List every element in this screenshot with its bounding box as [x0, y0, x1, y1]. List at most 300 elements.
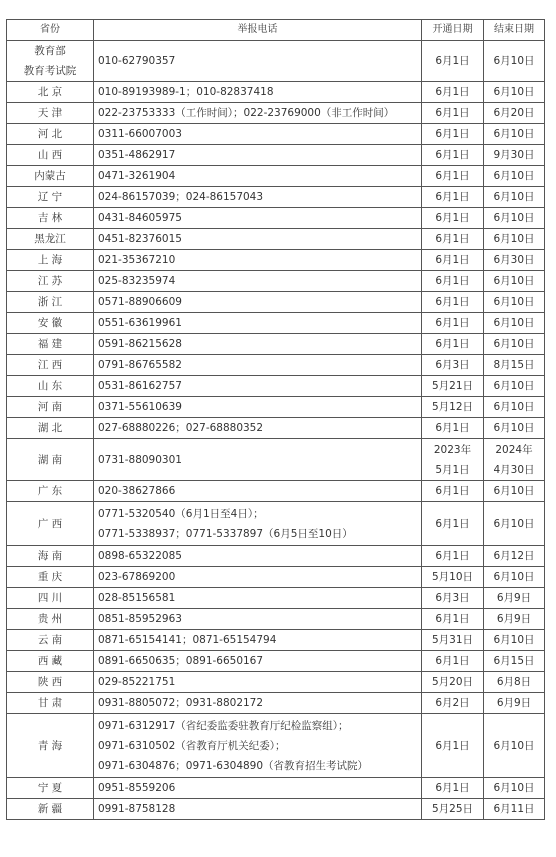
end-date-cell: [484, 439, 545, 481]
end-date-cell-text: 6月10日: [493, 571, 535, 583]
province-cell: [7, 714, 94, 778]
phone-number-text: 0971-6310502（省教育厅机关纪委）；: [98, 739, 286, 752]
start-date-cell-text: 6月1日: [435, 317, 470, 329]
end-date-cell: [484, 124, 545, 145]
end-date-cell-text: 6月9日: [496, 592, 532, 604]
start-date-cell-text: 6月1日: [435, 517, 470, 530]
end-date-cell: [484, 187, 545, 208]
start-date-cell-text: 5月10日: [431, 571, 474, 583]
phone-cell: [94, 588, 422, 609]
province-cell-text: 广 东: [37, 485, 63, 497]
start-date-cell-text: 6月3日: [435, 359, 470, 371]
province-cell-text: 湖 南: [37, 453, 63, 466]
end-date-cell: [484, 292, 545, 313]
start-date-cell: [422, 567, 484, 588]
province-cell-text: 北 京: [37, 86, 63, 98]
province-cell: [7, 778, 94, 799]
phone-cell: [94, 546, 422, 567]
table-row: [7, 481, 545, 502]
start-date-cell-text: 6月1日: [435, 296, 470, 308]
start-date-cell-text: 6月2日: [435, 697, 470, 709]
province-cell-text: 河 南: [37, 401, 63, 413]
end-date-cell-text: 6月10日: [493, 485, 535, 497]
start-date-cell-text: 6月1日: [435, 655, 470, 667]
province-cell-text: 安 徽: [37, 317, 63, 329]
start-date-cell-text: 5月20日: [431, 676, 474, 688]
start-date-cell: [422, 145, 484, 166]
end-date-cell: [484, 334, 545, 355]
start-date-cell-text: 6月1日: [435, 233, 470, 245]
province-cell-text: 上 海: [37, 254, 63, 266]
phone-cell: [94, 481, 422, 502]
end-date-cell-text: 6月12日: [493, 550, 535, 562]
end-date-cell-text: 8月15日: [493, 359, 535, 371]
province-cell-text: 山 西: [37, 149, 63, 161]
end-date-cell: [484, 630, 545, 651]
province-cell: [7, 799, 94, 820]
phone-cell: [94, 250, 422, 271]
province-cell: [7, 439, 94, 481]
end-date-cell-text: 4月30日: [493, 463, 535, 476]
phone-cell: [94, 418, 422, 439]
phone-number-text: 0991-8758128: [98, 803, 176, 815]
phone-number-text: 0771-5338937；0771-5337897（6月5日至10日）: [98, 527, 353, 540]
end-date-cell: [484, 208, 545, 229]
table-row: [7, 229, 545, 250]
province-cell-text: 山 东: [37, 380, 63, 392]
phone-number-text: 0951-8559206: [98, 782, 176, 794]
phone-number-text: 0471-3261904: [98, 170, 176, 182]
province-cell-text: 辽 宁: [37, 191, 63, 203]
start-date-cell: [422, 334, 484, 355]
end-date-cell-text: 6月10日: [493, 317, 535, 329]
start-date-cell-text: 6月1日: [435, 170, 470, 182]
phone-number-text: 025-83235974: [98, 275, 176, 287]
start-date-cell: [422, 250, 484, 271]
start-date-cell-text: 6月1日: [435, 782, 470, 794]
province-cell-text: 甘 肃: [37, 697, 63, 709]
province-cell-text: 广 西: [37, 517, 63, 530]
table-row: [7, 271, 545, 292]
table-row: [7, 567, 545, 588]
end-date-cell: [484, 778, 545, 799]
start-date-cell: [422, 313, 484, 334]
end-date-cell: [484, 229, 545, 250]
start-date-cell: [422, 693, 484, 714]
table-row: [7, 208, 545, 229]
province-cell-text: 湖 北: [37, 422, 63, 434]
start-date-cell: [422, 439, 484, 481]
start-date-cell: [422, 166, 484, 187]
report-phone-table-container: [6, 19, 545, 820]
phone-cell: [94, 103, 422, 124]
end-date-cell-text: 6月10日: [493, 191, 535, 203]
province-cell-text: 陕 西: [37, 676, 63, 688]
table-row: [7, 609, 545, 630]
phone-cell: [94, 124, 422, 145]
start-date-cell: [422, 799, 484, 820]
column-header-start-date: 开通日期: [422, 20, 484, 41]
start-date-cell-text: 6月1日: [435, 485, 470, 497]
start-date-cell-text: 6月1日: [435, 254, 470, 266]
start-date-cell-text: 6月1日: [435, 55, 470, 67]
start-date-cell-text: 6月1日: [435, 739, 470, 752]
end-date-cell-text: 2024年: [495, 443, 533, 456]
start-date-cell-text: 6月1日: [435, 107, 470, 119]
start-date-cell: [422, 376, 484, 397]
province-cell: [7, 166, 94, 187]
end-date-cell: [484, 41, 545, 82]
table-row: [7, 693, 545, 714]
table-row: [7, 124, 545, 145]
end-date-cell-text: 6月8日: [496, 676, 532, 688]
province-cell: [7, 418, 94, 439]
province-cell: [7, 124, 94, 145]
end-date-cell-text: 6月20日: [493, 107, 535, 119]
phone-number-text: 010-89193989-1；010-82837418: [98, 86, 274, 98]
table-row: [7, 630, 545, 651]
end-date-cell-text: 6月10日: [493, 422, 535, 434]
phone-cell: [94, 778, 422, 799]
phone-cell: [94, 630, 422, 651]
start-date-cell-text: 5月1日: [435, 463, 470, 476]
province-cell-text: 贵 州: [37, 613, 63, 625]
end-date-cell: [484, 481, 545, 502]
table-row: [7, 439, 545, 481]
end-date-cell-text: 6月10日: [493, 517, 535, 530]
column-header-province: 省份: [7, 20, 94, 41]
province-cell: [7, 250, 94, 271]
phone-cell: [94, 82, 422, 103]
phone-cell: [94, 376, 422, 397]
start-date-cell: [422, 292, 484, 313]
table-row: [7, 145, 545, 166]
end-date-cell-text: 6月10日: [493, 170, 535, 182]
phone-number-text: 0371-55610639: [98, 401, 182, 413]
province-cell-text: 福 建: [37, 338, 63, 350]
province-cell: [7, 567, 94, 588]
province-cell: [7, 271, 94, 292]
province-cell: [7, 41, 94, 82]
phone-number-text: 0898-65322085: [98, 550, 182, 562]
phone-cell: [94, 271, 422, 292]
start-date-cell-text: 5月31日: [431, 634, 474, 646]
start-date-cell-text: 6月3日: [435, 592, 470, 604]
end-date-cell: [484, 799, 545, 820]
start-date-cell-text: 2023年: [433, 443, 472, 456]
phone-number-text: 020-38627866: [98, 485, 176, 497]
start-date-cell-text: 6月1日: [435, 149, 470, 161]
start-date-cell-text: 6月1日: [435, 422, 470, 434]
table-row: [7, 334, 545, 355]
phone-cell: [94, 799, 422, 820]
table-row: [7, 418, 545, 439]
province-cell: [7, 145, 94, 166]
province-cell: [7, 355, 94, 376]
table-row: [7, 187, 545, 208]
start-date-cell: [422, 481, 484, 502]
start-date-cell: [422, 778, 484, 799]
phone-number-text: 024-86157039；024-86157043: [98, 191, 264, 203]
end-date-cell-text: 6月10日: [493, 739, 535, 752]
province-cell-text: 海 南: [37, 550, 63, 562]
end-date-cell-text: 6月10日: [493, 401, 535, 413]
start-date-cell: [422, 418, 484, 439]
start-date-cell: [422, 271, 484, 292]
phone-number-text: 0571-88906609: [98, 296, 182, 308]
province-cell: [7, 103, 94, 124]
start-date-cell: [422, 187, 484, 208]
phone-number-text: 010-62790357: [98, 55, 176, 67]
phone-cell: [94, 166, 422, 187]
province-cell-text: 江 苏: [37, 275, 63, 287]
end-date-cell-text: 6月10日: [493, 55, 535, 67]
start-date-cell: [422, 714, 484, 778]
start-date-cell-text: 6月1日: [435, 191, 470, 203]
end-date-cell: [484, 714, 545, 778]
province-cell: [7, 502, 94, 546]
province-cell: [7, 609, 94, 630]
column-header-end-date: 结束日期: [484, 20, 545, 41]
phone-number-text: 022-23753333（工作时间）；022-23769000（非工作时间）: [98, 107, 395, 119]
province-cell: [7, 292, 94, 313]
table-row: [7, 714, 545, 778]
end-date-cell-text: 6月10日: [493, 128, 535, 140]
province-cell: [7, 313, 94, 334]
end-date-cell-text: 6月10日: [493, 782, 535, 794]
start-date-cell: [422, 355, 484, 376]
table-row: [7, 82, 545, 103]
end-date-cell: [484, 609, 545, 630]
phone-number-text: 0731-88090301: [98, 453, 182, 466]
start-date-cell-text: 5月21日: [431, 380, 474, 392]
end-date-cell-text: 6月10日: [493, 296, 535, 308]
province-cell-text: 内蒙古: [34, 170, 66, 182]
end-date-cell-text: 9月30日: [493, 149, 535, 161]
phone-number-text: 021-35367210: [98, 254, 176, 266]
phone-number-text: 0931-8805072；0931-8802172: [98, 697, 264, 709]
end-date-cell-text: 6月11日: [493, 803, 535, 815]
table-row: [7, 778, 545, 799]
phone-cell: [94, 208, 422, 229]
start-date-cell-text: 5月25日: [431, 803, 474, 815]
phone-number-text: 0451-82376015: [98, 233, 182, 245]
start-date-cell: [422, 609, 484, 630]
end-date-cell: [484, 567, 545, 588]
phone-cell: [94, 672, 422, 693]
phone-cell: [94, 397, 422, 418]
phone-number-text: 0311-66007003: [98, 128, 182, 140]
phone-number-text: 0791-86765582: [98, 359, 182, 371]
end-date-cell: [484, 166, 545, 187]
end-date-cell: [484, 651, 545, 672]
start-date-cell: [422, 229, 484, 250]
table-row: [7, 292, 545, 313]
end-date-cell: [484, 103, 545, 124]
province-cell-text: 青 海: [37, 739, 63, 752]
phone-number-text: 0531-86162757: [98, 380, 182, 392]
start-date-cell: [422, 672, 484, 693]
start-date-cell-text: 6月1日: [435, 212, 470, 224]
end-date-cell-text: 6月10日: [493, 233, 535, 245]
phone-cell: [94, 145, 422, 166]
end-date-cell-text: 6月10日: [493, 338, 535, 350]
province-cell-text: 西 藏: [37, 655, 63, 667]
end-date-cell: [484, 418, 545, 439]
report-phone-table: [6, 19, 545, 820]
phone-cell: [94, 439, 422, 481]
end-date-cell: [484, 588, 545, 609]
end-date-cell: [484, 672, 545, 693]
province-cell: [7, 630, 94, 651]
phone-cell: [94, 187, 422, 208]
province-cell: [7, 693, 94, 714]
start-date-cell-text: 6月1日: [435, 613, 470, 625]
phone-number-text: 0971-6304876；0971-6304890（省教育招生考试院）: [98, 759, 369, 772]
table-row: [7, 502, 545, 546]
province-cell: [7, 651, 94, 672]
table-row: [7, 250, 545, 271]
phone-cell: [94, 229, 422, 250]
start-date-cell: [422, 588, 484, 609]
end-date-cell-text: 6月9日: [496, 613, 532, 625]
province-cell-text: 重 庆: [37, 571, 63, 583]
column-header-phone: 举报电话: [94, 20, 422, 41]
phone-cell: [94, 334, 422, 355]
province-cell-text: 吉 林: [37, 212, 63, 224]
start-date-cell: [422, 651, 484, 672]
end-date-cell-text: 6月10日: [493, 380, 535, 392]
end-date-cell-text: 6月30日: [493, 254, 535, 266]
phone-cell: [94, 567, 422, 588]
phone-number-text: 0771-5320540（6月1日至4日）；: [98, 507, 264, 520]
phone-cell: [94, 693, 422, 714]
start-date-cell: [422, 82, 484, 103]
end-date-cell: [484, 546, 545, 567]
end-date-cell-text: 6月10日: [493, 212, 535, 224]
phone-cell: [94, 313, 422, 334]
table-row: [7, 355, 545, 376]
phone-cell: [94, 41, 422, 82]
start-date-cell-text: 6月1日: [435, 338, 470, 350]
start-date-cell: [422, 502, 484, 546]
phone-number-text: 027-68880226；027-68880352: [98, 422, 264, 434]
phone-number-text: 0591-86215628: [98, 338, 182, 350]
phone-number-text: 0971-6312917（省纪委监委驻教育厅纪检监察组）；: [98, 719, 349, 732]
end-date-cell: [484, 502, 545, 546]
province-cell-text: 江 西: [37, 359, 63, 371]
end-date-cell-text: 6月15日: [493, 655, 535, 667]
end-date-cell: [484, 355, 545, 376]
table-row: [7, 313, 545, 334]
start-date-cell-text: 6月1日: [435, 86, 470, 98]
province-cell: [7, 82, 94, 103]
province-cell-text: 新 疆: [37, 803, 63, 815]
end-date-cell-text: 6月10日: [493, 275, 535, 287]
end-date-cell-text: 6月10日: [493, 86, 535, 98]
province-cell: [7, 397, 94, 418]
table-row: [7, 397, 545, 418]
province-cell: [7, 546, 94, 567]
table-row: [7, 166, 545, 187]
start-date-cell-text: 5月12日: [431, 401, 474, 413]
end-date-cell-text: 6月9日: [496, 697, 532, 709]
phone-number-text: 023-67869200: [98, 571, 176, 583]
province-cell-text: 天 津: [37, 107, 63, 119]
end-date-cell: [484, 145, 545, 166]
phone-number-text: 0551-63619961: [98, 317, 182, 329]
table-header-row: [7, 20, 545, 41]
table-row: [7, 672, 545, 693]
phone-cell: [94, 502, 422, 546]
province-cell: [7, 187, 94, 208]
table-body: [7, 41, 545, 820]
phone-number-text: 029-85221751: [98, 676, 176, 688]
phone-number-text: 0431-84605975: [98, 212, 182, 224]
province-cell-text: 浙 江: [37, 296, 63, 308]
end-date-cell: [484, 313, 545, 334]
end-date-cell: [484, 271, 545, 292]
province-cell: [7, 376, 94, 397]
end-date-cell: [484, 82, 545, 103]
province-cell: [7, 229, 94, 250]
end-date-cell-text: 6月10日: [493, 634, 535, 646]
province-cell: [7, 481, 94, 502]
province-cell: [7, 672, 94, 693]
start-date-cell: [422, 630, 484, 651]
table-row: [7, 103, 545, 124]
province-cell: [7, 334, 94, 355]
start-date-cell: [422, 208, 484, 229]
start-date-cell-text: 6月1日: [435, 128, 470, 140]
start-date-cell-text: 6月1日: [435, 275, 470, 287]
phone-cell: [94, 609, 422, 630]
table-row: [7, 41, 545, 82]
phone-number-text: 028-85156581: [98, 592, 176, 604]
phone-number-text: 0871-65154141；0871-65154794: [98, 634, 277, 646]
end-date-cell: [484, 397, 545, 418]
start-date-cell: [422, 103, 484, 124]
province-cell-text: 教育部: [34, 45, 66, 57]
province-cell-text: 黑龙江: [34, 233, 66, 245]
province-cell-text: 四 川: [37, 592, 63, 604]
province-cell: [7, 588, 94, 609]
start-date-cell: [422, 546, 484, 567]
phone-cell: [94, 714, 422, 778]
phone-cell: [94, 651, 422, 672]
province-cell-text: 教育考试院: [23, 65, 77, 77]
start-date-cell-text: 6月1日: [435, 550, 470, 562]
table-row: [7, 546, 545, 567]
province-cell: [7, 208, 94, 229]
end-date-cell: [484, 250, 545, 271]
phone-number-text: 0891-6650635；0891-6650167: [98, 655, 264, 667]
table-row: [7, 651, 545, 672]
province-cell-text: 河 北: [37, 128, 63, 140]
start-date-cell: [422, 41, 484, 82]
start-date-cell: [422, 124, 484, 145]
table-row: [7, 799, 545, 820]
phone-number-text: 0351-4862917: [98, 149, 176, 161]
phone-cell: [94, 355, 422, 376]
phone-number-text: 0851-85952963: [98, 613, 182, 625]
end-date-cell: [484, 376, 545, 397]
end-date-cell: [484, 693, 545, 714]
phone-cell: [94, 292, 422, 313]
start-date-cell: [422, 397, 484, 418]
table-row: [7, 376, 545, 397]
table-row: [7, 588, 545, 609]
